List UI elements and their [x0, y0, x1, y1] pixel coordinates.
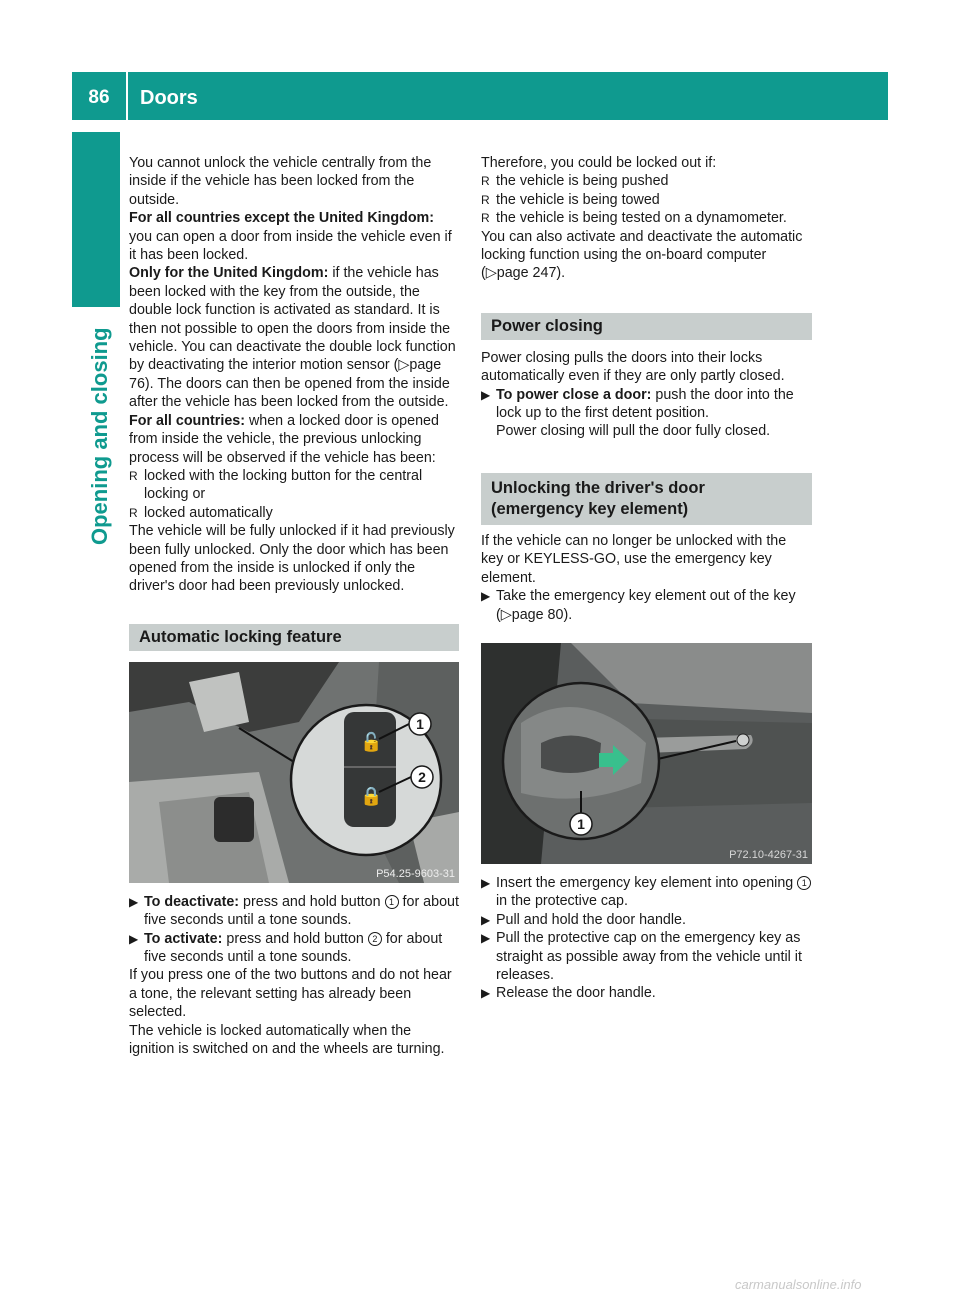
watermark: carmanualsonline.info [735, 1277, 862, 1292]
svg-text:🔒: 🔒 [360, 785, 383, 807]
instruction-step: ▶ Release the door handle. [481, 985, 656, 1002]
bullet-r-icon: R [129, 505, 138, 520]
step-arrow-icon: ▶ [481, 912, 491, 927]
bold-lead: For all countries: [129, 412, 245, 429]
bullet-r-icon: R [129, 468, 138, 483]
section-heading: Unlocking the driver's door (emergency key element) [481, 473, 812, 525]
paragraph: For all countries except the United Kingdom: you can open a door from inside the vehicle even if it has been locked. [129, 210, 452, 264]
list-item: R the vehicle is being pushed [481, 173, 669, 190]
callout-1-label: 1 [416, 715, 424, 732]
figure-code: P72.10-4267-31 [729, 848, 808, 861]
list-item: R locked automatically [129, 504, 273, 521]
page-ref-arrow-icon: ▷ [485, 265, 497, 282]
bullet-r-icon: R [481, 174, 490, 189]
instruction-step: ▶ To activate: press and hold button 2 for about five seconds until a tone sounds. [129, 930, 443, 965]
paragraph: Therefore, you could be locked out if: [481, 155, 717, 171]
paragraph: The vehicle will be fully unlocked if it had previously been fully unlocked. Only the door which has been opened from the inside is unlocked if only the driver's door had been previously unlocked. [129, 523, 455, 595]
callout-1-label: 1 [577, 815, 585, 832]
step-arrow-icon: ▶ [481, 931, 491, 946]
instruction-step: ▶ To power close a door: push the door into the lock up to the first detent position. Power closing will pull the door fully closed. [481, 386, 794, 440]
section-heading: Automatic locking feature [129, 624, 459, 651]
page-ref-link[interactable]: page 247 [496, 265, 557, 282]
automatic-locking-figure [129, 662, 459, 883]
paragraph: If the vehicle can no longer be unlocked with the key or KEYLESS-GO, use the emergency key element. [481, 532, 787, 586]
callout-2-label: 2 [418, 768, 426, 785]
figure-code: P54.25-9603-31 [376, 867, 455, 880]
page-number: 86 [88, 87, 110, 108]
paragraph: If you press one of the two buttons and do not hear a tone, the relevant setting has already been selected. [129, 967, 452, 1021]
page-ref-link[interactable]: page 76 [129, 357, 442, 392]
instruction-step: ▶ Pull and hold the door handle. [481, 911, 686, 928]
instruction-step: ▶ Pull the protective cap on the emergency key as straight as possible away from the vehicle until it releases. [481, 930, 802, 983]
svg-text:🔓: 🔓 [360, 731, 383, 753]
header-divider [126, 72, 128, 120]
bold-lead: For all countries except the United Kingdom: [129, 210, 435, 227]
callout-ref: 2 [368, 932, 382, 946]
callout-ref: 1 [385, 895, 399, 909]
page-ref-arrow-icon: ▷ [500, 606, 512, 623]
instruction-step: ▶ To deactivate: press and hold button 1 for about five seconds until a tone sounds. [129, 893, 459, 929]
list-item: R the vehicle is being tested on a dynamometer. [481, 210, 787, 227]
paragraph: You can also activate and deactivate the automatic locking function using the on-board computer (▷page 247). [481, 228, 803, 282]
instruction-step: ▶ Insert the emergency key element into opening 1 in the protective cap. [481, 874, 812, 911]
list-item: R locked with the locking button for the central locking or [129, 467, 423, 503]
right-column [481, 154, 812, 1003]
bold-lead: Only for the United Kingdom: [129, 265, 329, 282]
paragraph: Power closing pulls the doors into their locks automatically even if they are only partly closed. [481, 349, 785, 385]
left-column [129, 154, 459, 1058]
list-item: R the vehicle is being towed [481, 191, 660, 208]
paragraph: The vehicle is locked automatically when the ignition is switched on and the wheels are turning. [129, 1022, 445, 1057]
side-chapter-label: Opening and closing [87, 327, 112, 545]
step-arrow-icon: ▶ [481, 387, 491, 402]
step-arrow-icon: ▶ [129, 894, 139, 909]
paragraph: For all countries: when a locked door is opened from inside the vehicle, the previous unlocking process will be observed if the vehicle has been: [129, 412, 439, 466]
paragraph: You cannot unlock the vehicle centrally from the inside if the vehicle has been locked from the outside. [129, 155, 432, 208]
page-title: Doors [140, 87, 198, 109]
bullet-r-icon: R [481, 192, 490, 207]
page-ref-arrow-icon: ▷ [398, 357, 410, 374]
step-arrow-icon: ▶ [129, 931, 139, 946]
side-tab-block [72, 132, 120, 307]
bullet-r-icon: R [481, 211, 490, 226]
page-ref-link[interactable]: page 80 [511, 606, 564, 623]
callout-ref: 1 [797, 876, 811, 890]
emergency-key-figure [481, 643, 812, 864]
instruction-step: ▶ Take the emergency key element out of the key (▷page 80). [481, 588, 796, 623]
section-heading: Power closing [481, 313, 812, 340]
step-arrow-icon: ▶ [481, 875, 491, 890]
step-arrow-icon: ▶ [481, 589, 491, 604]
paragraph: Only for the United Kingdom: if the vehicle has been locked with the key from the outside, the double lock function is activated as standard. It is then not possible to open the doors from inside the vehicle. You can deactivate the double lock function by deactivating the interior motion sensor (▷page 76). The doors can then be opened from the inside after the vehicle has been locked from the outside. [129, 265, 456, 411]
step-arrow-icon: ▶ [481, 986, 491, 1001]
